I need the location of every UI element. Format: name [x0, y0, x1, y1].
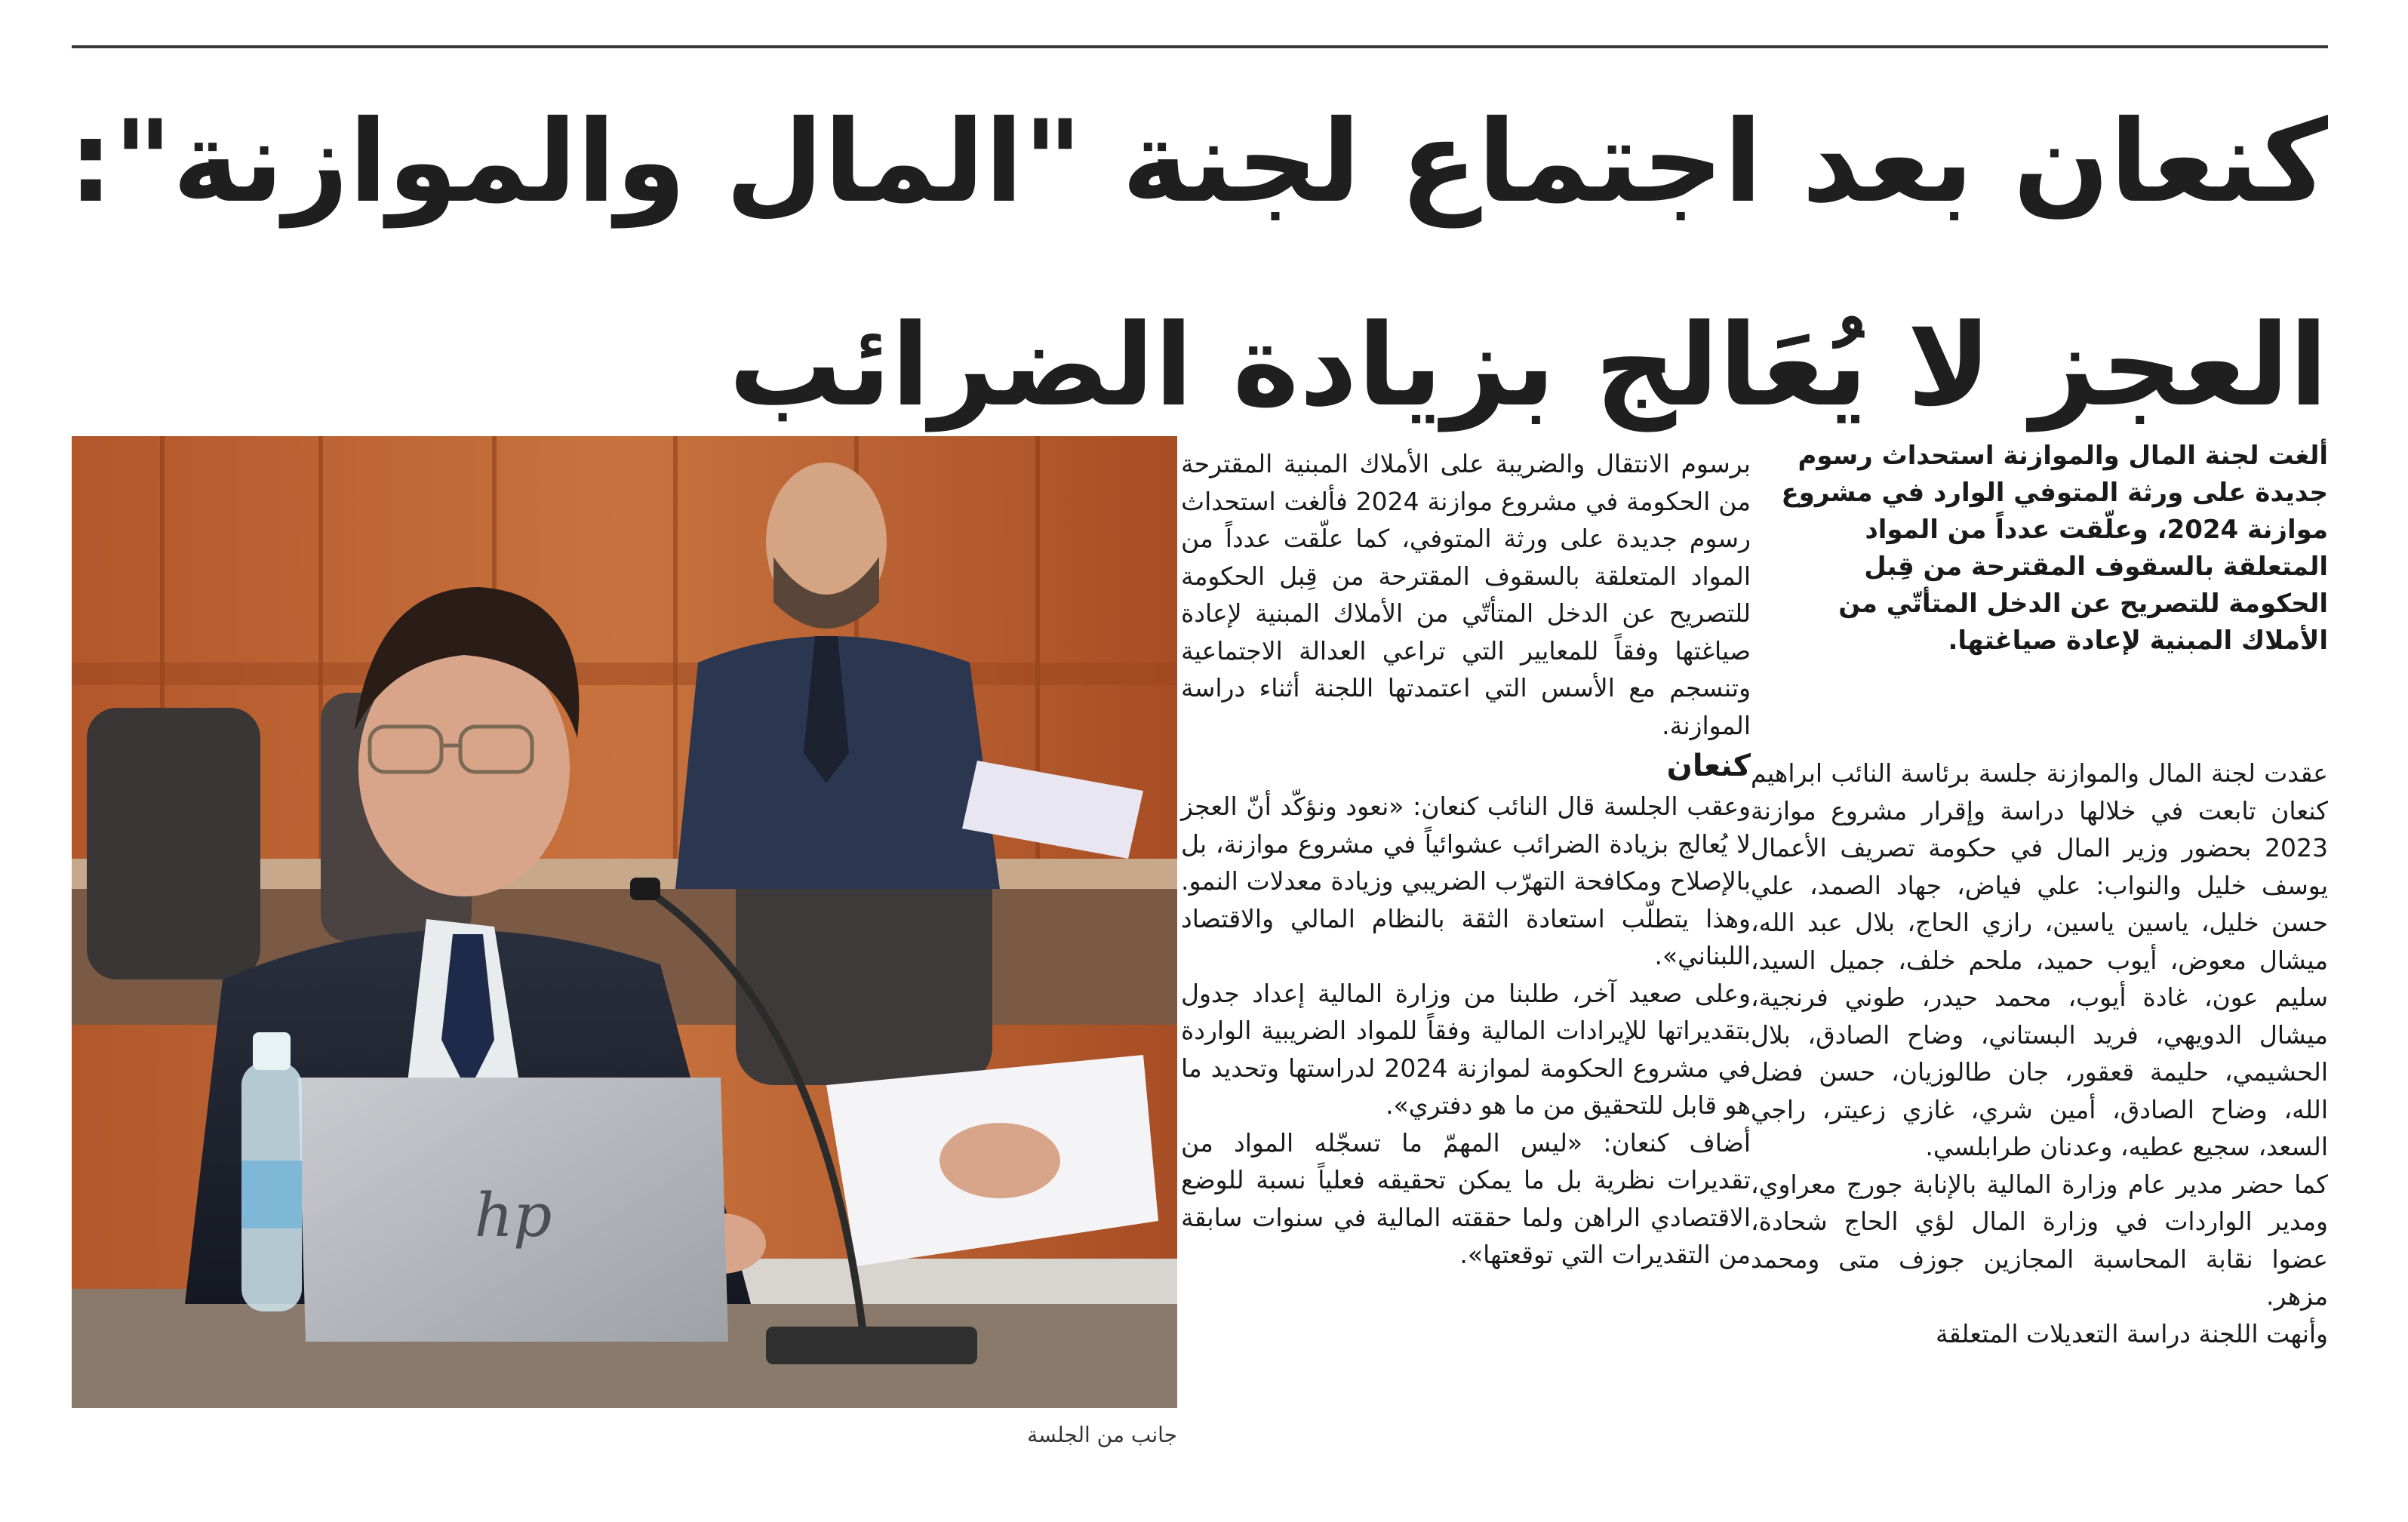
headline-line-1: كنعان بعد اجتماع لجنة "المال والموازنة":: [68, 97, 2328, 228]
laptop-logo: hp: [474, 1180, 552, 1250]
photo-caption: جانب من الجلسة: [1027, 1422, 1177, 1447]
column1-paragraph-3: وأنهت اللجنة دراسة التعديلات المتعلقة: [1936, 1318, 2328, 1348]
column2-paragraph-4: أضاف كنعان: «ليس المهمّ ما تسجّله المواد من تقديرات نظرية بل ما يمكن تحقيقه فعلياً نسبة للوضع الاقتصادي الراهن ولما حققته المالية في سنوات سابقة من التقديرات التي توقعتها».: [1181, 1127, 1751, 1269]
article-column-2: [1181, 445, 1751, 1274]
article-column-1: [1751, 755, 2328, 1352]
column2-paragraph-1: برسوم الانتقال والضريبة على الأملاك المبنية المقترحة من الحكومة في مشروع موازنة 2024 فألغت استحداث رسوم جديدة على ورثة المتوفي، كما علّقت عدداً من المواد المتعلقة بالسقوف المقترحة من قِبل الحكومة للتصريح عن الدخل المتأتّي من الأملاك المبنية لإعادة صياغتها وفقاً للمعايير التي تراعي العدالة الاجتماعية وتنسجم مع الأسس التي اعتمدتها اللجنة أثناء دراسة الموازنة.: [1181, 449, 1751, 740]
headline: [68, 60, 2328, 468]
lead-paragraph: ألغت لجنة المال والموازنة استحداث رسوم جديدة على ورثة المتوفي الوارد في مشروع موازنة 2024، وعلّقت عدداً من المواد المتعلقة بالسقوف المقترحة من قِبل الحكومة للتصريح عن الدخل المتأتّي من الأملاك المبنية لإعادة صياغتها.: [1781, 441, 2328, 656]
column2-paragraph-3: وعلى صعيد آخر، طلبنا من وزارة المالية إعداد جدول بتقديراتها للإيرادات المالية وفقاً للمواد الضريبية الواردة في مشروع الحكومة لموازنة 2024 لدراستها وتحديد ما هو قابل للتحقيق من ما هو دفتري».: [1181, 978, 1751, 1120]
session-photo: [72, 436, 1177, 1408]
subhead-kanaan: كنعان: [1666, 749, 1751, 783]
top-rule: [72, 45, 2328, 48]
column1-paragraph-1: عقدت لجنة المال والموازنة جلسة برئاسة النائب ابراهيم كنعان تابعت في خلالها دراسة وإقرار مشروع موازنة 2023 بحضور وزير المال في حكومة تصريف الأعمال يوسف خليل والنواب: علي فياض، جهاد الصمد، علي حسن خليل، ياسين ياسين، رازي الحاج، بلال عبد الله، ميشال معوض، أيوب حميد، ملحم خلف، جميل السيد، سليم عون، غادة أيوب، محمد حيدر، طوني فرنجية، ميشال الدويهي، فريد البستاني، وضاح الصادق، بلال الحشيمي، حليمة قعقور، جان طالوزيان، حسن فضل الله، وضاح الصادق، أمين شري، غازي زعيتر، راجي السعد، سجيع عطيه، وعدنان طرابلسي.: [1751, 758, 2328, 1161]
headline-line-2: العجز لا يُعَالج بزيادة الضرائب: [728, 300, 2328, 432]
column1-paragraph-2: كما حضر مدير عام وزارة المالية بالإنابة جورج معراوي، ومدير الواردات في وزارة المال لؤي الحاج شحادة، عضوا نقابة المحاسبة المجازين جوزف متى ومحمد مزهر.: [1751, 1169, 2328, 1311]
column2-paragraph-2: وعقب الجلسة قال النائب كنعان: «نعود ونؤكّد أنّ العجز لا يُعالج بزيادة الضرائب عشوائياً في مشروع موازنة، بل بالإصلاح ومكافحة التهرّب الضريبي وزيادة معدلات النمو. وهذا يتطلّب استعادة الثقة بالنظام المالي والاقتصاد اللبناني».: [1181, 792, 1751, 970]
